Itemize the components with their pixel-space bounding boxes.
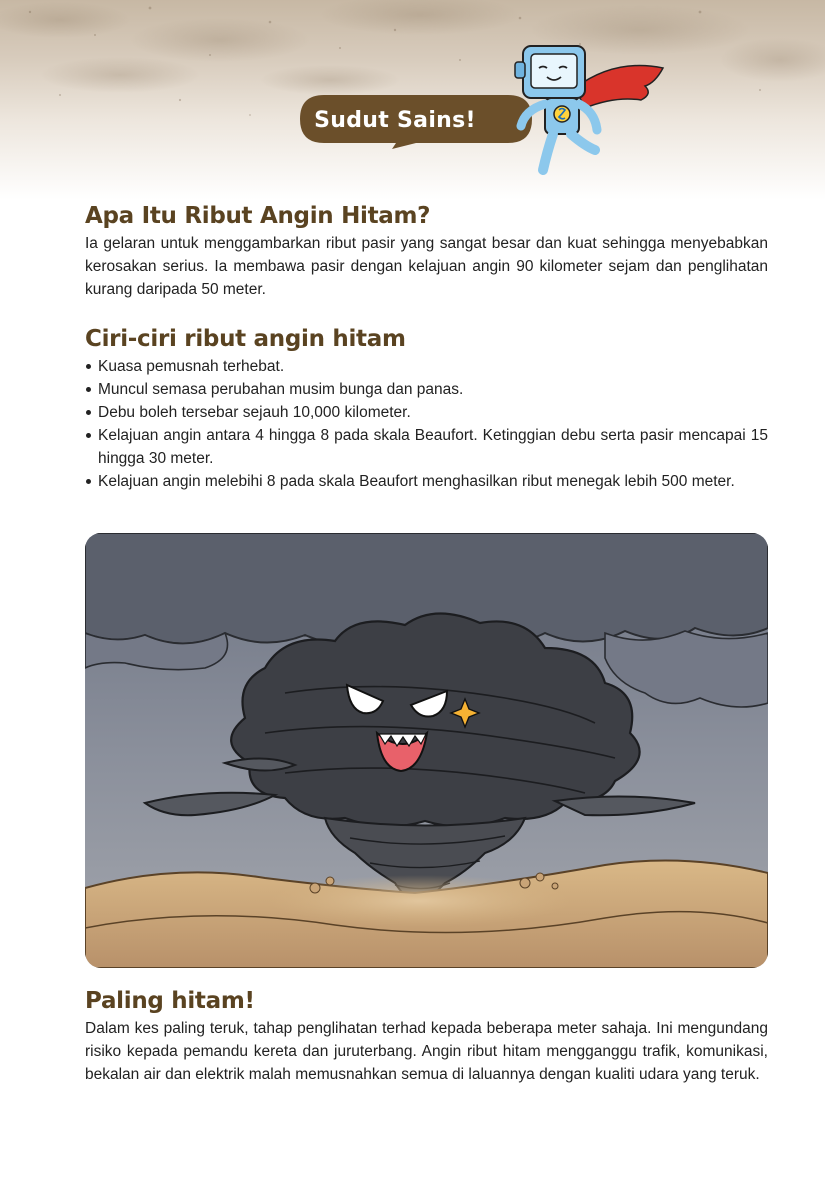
- list-item: Kuasa pemusnah terhebat.: [85, 355, 768, 378]
- badge-label: Sudut Sains!: [314, 108, 476, 133]
- darkest-section: [85, 988, 768, 1086]
- list-item: Kelajuan angin melebihi 8 pada skala Beaufort menghasilkan ribut menegak lebih 500 meter.: [85, 470, 768, 493]
- list-item: Kelajuan angin antara 4 hingga 8 pada skala Beaufort. Ketinggian debu serta pasir mencapai 15 hingga 30 meter.: [85, 424, 768, 470]
- list-item: Debu boleh tersebar sejauh 10,000 kilometer.: [85, 401, 768, 424]
- list-item: Muncul semasa perubahan musim bunga dan panas.: [85, 378, 768, 401]
- intro-section: [85, 203, 768, 301]
- storm-illustration: [85, 533, 768, 968]
- features-list: [85, 355, 768, 493]
- intro-heading: Apa Itu Ribut Angin Hitam?: [85, 203, 431, 229]
- darkest-heading: Paling hitam!: [85, 988, 255, 1014]
- darkest-paragraph: Dalam kes paling teruk, tahap penglihatan terhad kepada beberapa meter sahaja. Ini mengundang risiko kepada pemandu kereta dan juruterbang. Angin ribut hitam mengganggu trafik, komunikasi, bekalan air dan elektrik malah memusnahkan semua di laluannya dengan kualiti udara yang teruk.: [85, 1020, 768, 1083]
- features-section: [85, 326, 768, 493]
- features-heading: Ciri-ciri ribut angin hitam: [85, 326, 406, 352]
- storm-cloud-icon: [85, 533, 768, 968]
- robot-mascot-icon: [505, 38, 670, 178]
- intro-paragraph: Ia gelaran untuk menggambarkan ribut pasir yang sangat besar dan kuat sehingga menyebabkan kerosakan serius. Ia membawa pasir dengan kelajuan angin 90 kilometer sejam dan penglihatan kurang daripada 50 meter.: [85, 235, 768, 298]
